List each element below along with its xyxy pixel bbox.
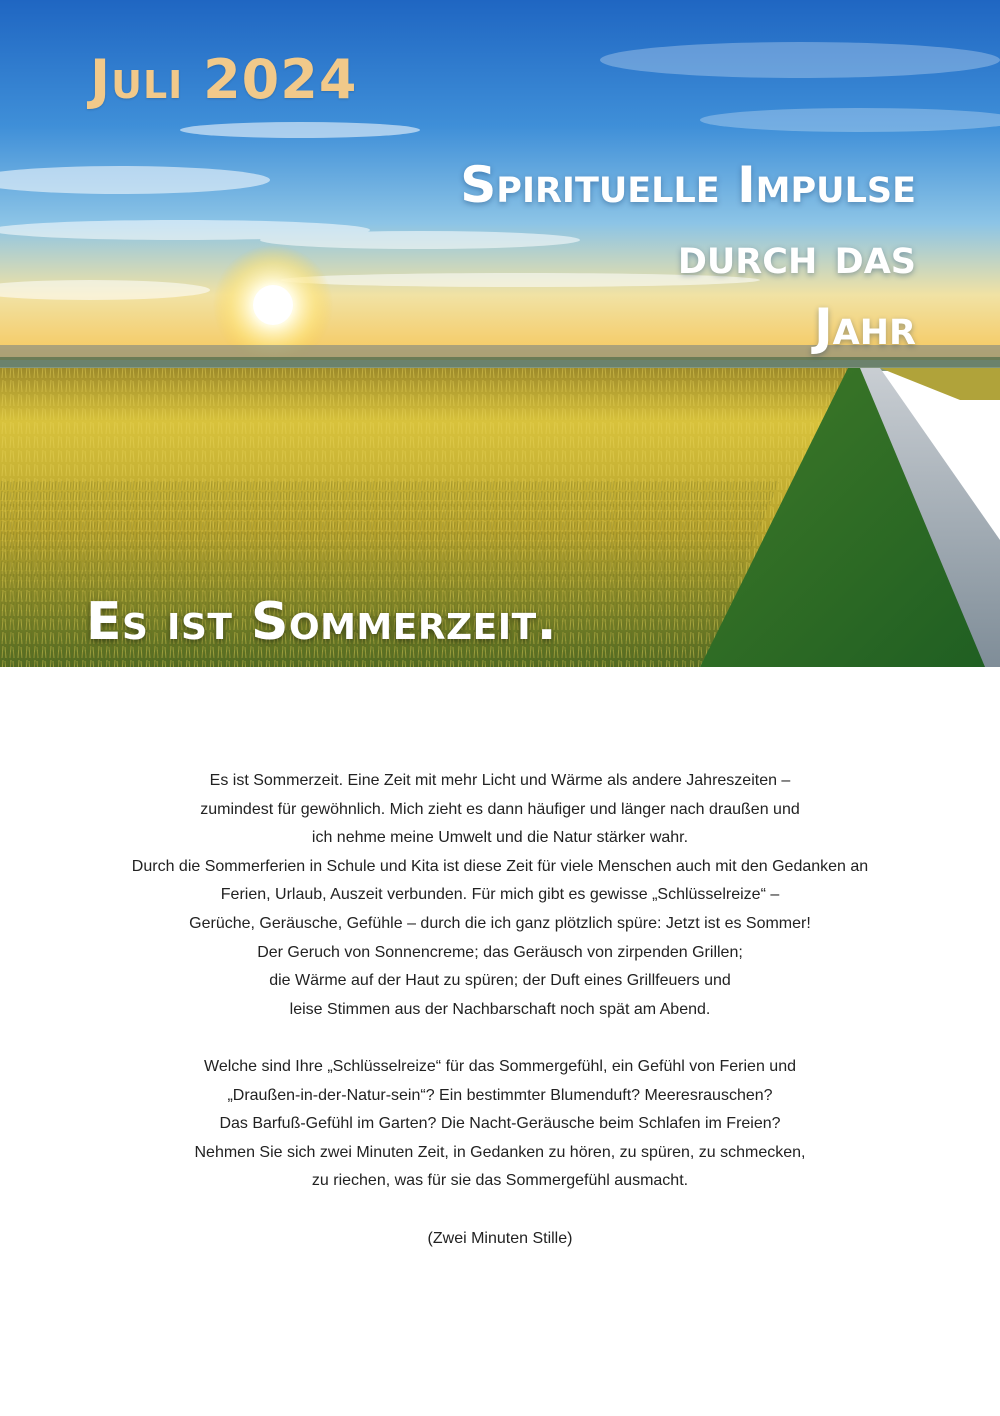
text-line: Das Barfuß-Gefühl im Garten? Die Nacht-Geräusche beim Schlafen im Freien? [219, 1115, 781, 1133]
title-line: Jahr [814, 298, 916, 356]
page-title [296, 150, 916, 363]
text-line: „Draußen-in-der-Natur-sein“? Ein bestimmter Blumenduft? Meeresrauschen? [227, 1086, 773, 1104]
title-line: Spirituelle Impulse [460, 156, 916, 214]
text-line: Der Geruch von Sonnencreme; das Geräusch von zirpenden Grillen; [257, 943, 743, 961]
text-line: ich nehme meine Umwelt und die Natur stärker wahr. [311, 829, 689, 847]
text-line: leise Stimmen aus der Nachbarschaft noch spät am Abend. [289, 1000, 711, 1018]
text-line: zumindest für gewöhnlich. Mich zieht es dann häufiger und länger nach draußen und [200, 800, 800, 818]
closing-line: (Zwei Minuten Stille) [427, 1229, 573, 1247]
text-line: Welche sind Ihre „Schlüsselreize“ für das Sommergefühl, ein Gefühl von Ferien und [204, 1057, 796, 1075]
text-line: Es ist Sommerzeit. Eine Zeit mit mehr Licht und Wärme als andere Jahreszeiten – [209, 772, 791, 789]
paragraph-gap [40, 1196, 960, 1225]
paragraph-1 [40, 767, 960, 1024]
text-line: Ferien, Urlaub, Auszeit verbunden. Für mich gibt es gewisse „Schlüsselreize“ – [220, 886, 780, 904]
paragraph-gap [40, 1024, 960, 1053]
text-line: Nehmen Sie sich zwei Minuten Zeit, in Gedanken zu hören, zu spüren, zu schmecken, [194, 1143, 806, 1161]
body-text [40, 767, 960, 1253]
month-heading: Juli 2024 [90, 48, 358, 111]
hero-image [0, 0, 1000, 667]
text-line: Gerüche, Geräusche, Gefühle – durch die ich ganz plötzlich spüre: Jetzt ist es Sommer! [189, 914, 811, 932]
text-line: die Wärme auf der Haut zu spüren; der Duft eines Grillfeuers und [269, 972, 731, 990]
subtitle: Es ist Sommerzeit. [86, 592, 557, 652]
title-line: durch das [677, 227, 916, 285]
paragraph-2 [40, 1053, 960, 1196]
text-line: zu riechen, was für sie das Sommergefühl ausmacht. [311, 1172, 689, 1190]
text-line: Durch die Sommerferien in Schule und Kita ist diese Zeit für viele Menschen auch mit den Gedanken an [131, 857, 869, 875]
